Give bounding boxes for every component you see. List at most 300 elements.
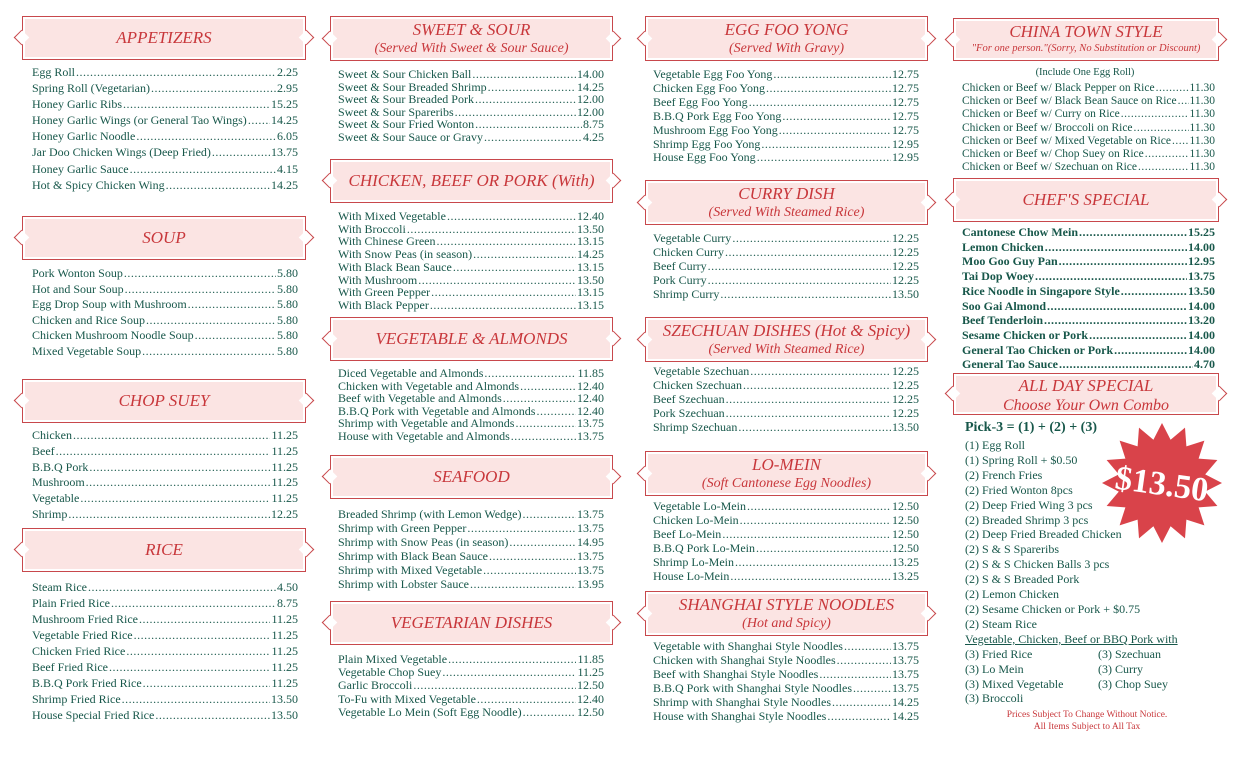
item-name: Chicken or Beef w/ Mixed Vegetable on Rice xyxy=(962,134,1171,147)
item-name: With Broccoli xyxy=(338,221,406,236)
dot-leader xyxy=(1047,299,1187,314)
item-name: With Mushroom xyxy=(338,272,418,287)
menu-item xyxy=(653,528,919,542)
dot-leader xyxy=(1121,284,1187,299)
menu-item xyxy=(338,68,604,81)
curry-list xyxy=(653,232,919,302)
item-name: Honey Garlic Sauce xyxy=(32,161,129,176)
dot-leader xyxy=(88,579,276,595)
item-name: Shrimp Egg Foo Yong xyxy=(653,136,761,151)
dot-leader xyxy=(130,161,276,177)
item-price: 13.50 xyxy=(577,221,604,236)
item-price: 13.15 xyxy=(577,297,604,312)
menu-item xyxy=(653,288,919,302)
item-price: 14.25 xyxy=(892,694,919,709)
price-badge: $13.50 xyxy=(1112,459,1211,510)
combo-formula: Pick-3 = (1) + (2) + (3) xyxy=(965,420,1098,435)
menu-item xyxy=(338,679,604,692)
dot-leader xyxy=(442,666,576,679)
szechuan-subtitle: (Served With Steamed Rice) xyxy=(708,342,865,357)
item-name: Shrimp with Shanghai Style Noodles xyxy=(653,694,831,709)
dot-leader xyxy=(134,627,271,643)
item-price: 11.25 xyxy=(271,628,298,642)
combo-option: (2) Breaded Shrimp 3 pcs xyxy=(965,512,1089,527)
item-price: 14.95 xyxy=(577,534,604,549)
item-name: Sweet & Sour Fried Wonton xyxy=(338,117,475,132)
item-price: 14.00 xyxy=(1188,327,1215,342)
item-price: 13.50 xyxy=(271,692,298,706)
dot-leader xyxy=(477,693,576,706)
appetizers-list xyxy=(32,64,298,193)
item-name: Vegetable Fried Rice xyxy=(32,628,133,642)
item-name: Pork Curry xyxy=(653,272,707,287)
menu-item xyxy=(338,536,604,550)
item-name: Vegetable Szechuan xyxy=(653,364,750,378)
item-price: 11.25 xyxy=(577,665,604,680)
combo-option: (3) Fried Rice xyxy=(965,646,1033,661)
item-name: Chicken with Shanghai Style Noodles xyxy=(653,652,836,667)
lo-mein-title: LO-MEIN xyxy=(752,455,821,474)
item-price: 13.75 xyxy=(577,548,604,563)
menu-item xyxy=(32,161,298,177)
rice-banner xyxy=(22,528,306,572)
menu-item xyxy=(338,550,604,564)
combo-option: (3) Mixed Vegetable xyxy=(965,676,1064,691)
item-name: Beef Egg Foo Yong xyxy=(653,94,748,109)
item-name: Plain Mixed Vegetable xyxy=(338,652,448,666)
item-price: 14.25 xyxy=(892,708,919,723)
dot-leader xyxy=(166,177,270,193)
item-name: Rice Noodle in Singapore Style xyxy=(962,283,1120,298)
dot-leader xyxy=(1172,135,1189,148)
item-name: Beef Fried Rice xyxy=(32,660,108,674)
menu-item xyxy=(653,542,919,556)
dot-leader xyxy=(473,248,576,261)
sweet-sour-title: SWEET & SOUR xyxy=(412,20,531,39)
menu-item xyxy=(32,643,298,659)
dot-leader xyxy=(453,261,576,274)
item-price: 12.75 xyxy=(892,108,919,123)
item-name: Sweet & Sour Chicken Ball xyxy=(338,67,472,81)
dot-leader xyxy=(522,508,576,522)
item-price: 11.30 xyxy=(1189,161,1215,174)
menu-item xyxy=(962,82,1215,95)
cbp-title: CHICKEN, BEEF OR PORK (With) xyxy=(348,171,595,190)
dot-leader xyxy=(725,246,891,260)
item-price: 12.50 xyxy=(577,704,604,719)
item-price: 13.75 xyxy=(271,145,298,160)
menu-item xyxy=(653,682,919,696)
dot-leader xyxy=(124,266,276,282)
menu-item xyxy=(32,328,298,344)
item-name: Chicken and Rice Soup xyxy=(32,312,145,327)
dot-leader xyxy=(142,344,276,360)
curry-subtitle: (Served With Steamed Rice) xyxy=(708,205,865,220)
dot-leader xyxy=(448,653,576,666)
item-price: 13.75 xyxy=(892,680,919,695)
item-price: 13.75 xyxy=(1188,269,1215,284)
item-name: House Egg Foo Yong xyxy=(653,150,756,165)
rice-title: RICE xyxy=(145,540,183,559)
item-name: Plain Fried Rice xyxy=(32,596,110,610)
item-name: Honey Garlic Ribs xyxy=(32,97,122,112)
item-price: 13.50 xyxy=(577,272,604,287)
china-town-banner xyxy=(953,18,1219,61)
dot-leader xyxy=(761,138,891,152)
item-name: House Lo-Mein xyxy=(653,568,730,583)
combo-option: (2) French Fries xyxy=(965,467,1043,482)
item-price: 2.95 xyxy=(277,81,298,96)
dot-leader xyxy=(447,210,576,223)
dot-leader xyxy=(1121,108,1189,121)
dot-leader xyxy=(1178,95,1189,108)
item-price: 13.50 xyxy=(1188,283,1215,298)
item-name: Moo Goo Guy Pan xyxy=(962,254,1058,269)
item-name: Chicken or Beef w/ Black Pepper on Rice xyxy=(962,82,1155,94)
menu-item xyxy=(653,668,919,682)
dot-leader xyxy=(779,124,891,138)
dot-leader xyxy=(484,367,576,380)
menu-item xyxy=(32,460,298,476)
item-name: Chicken or Beef w/ Chop Suey on Rice xyxy=(962,148,1144,161)
dot-leader xyxy=(750,364,891,378)
item-price: 14.00 xyxy=(1188,298,1215,313)
menu-item xyxy=(32,428,298,444)
menu-item xyxy=(32,507,298,523)
dot-leader xyxy=(1044,313,1187,328)
item-name: Honey Garlic Wings (or General Tao Wings) xyxy=(32,113,247,128)
menu-item xyxy=(32,144,298,160)
item-name: With Mixed Vegetable xyxy=(338,209,446,223)
item-name: Shrimp with Lobster Sauce xyxy=(338,576,469,591)
dot-leader xyxy=(1079,225,1187,240)
dot-leader xyxy=(111,595,276,611)
chefs-special-banner xyxy=(953,178,1219,222)
menu-item xyxy=(653,138,919,152)
dot-leader xyxy=(89,460,270,476)
item-price: 13.25 xyxy=(892,568,919,583)
item-price: 8.75 xyxy=(277,596,298,610)
menu-item xyxy=(962,313,1215,328)
dot-leader xyxy=(730,570,891,584)
dot-leader xyxy=(430,299,576,312)
dot-leader xyxy=(475,93,576,106)
item-name: Chicken with Vegetable and Almonds xyxy=(338,378,520,393)
dot-leader xyxy=(467,522,576,536)
cbp-banner xyxy=(330,159,613,203)
item-name: Hot & Spicy Chicken Wing xyxy=(32,177,165,192)
menu-item xyxy=(653,151,919,165)
menu-item xyxy=(338,392,604,405)
dot-leader xyxy=(475,118,582,131)
menu-item xyxy=(962,299,1215,314)
item-price: 12.50 xyxy=(892,499,919,513)
dot-leader xyxy=(827,710,891,724)
item-price: 12.25 xyxy=(892,406,919,421)
item-price: 12.40 xyxy=(577,403,604,418)
seafood-banner xyxy=(330,455,613,499)
item-name: Vegetable Lo Mein (Soft Egg Noodle) xyxy=(338,704,522,719)
combo-pair-row xyxy=(965,677,1215,692)
item-price: 12.25 xyxy=(892,272,919,287)
appetizers-banner xyxy=(22,16,306,60)
chefs-special-title: CHEF'S SPECIAL xyxy=(1022,190,1150,209)
item-price: 13.75 xyxy=(577,562,604,577)
menu-item xyxy=(653,364,919,378)
item-price: 5.80 xyxy=(277,343,298,358)
china-town-list xyxy=(962,82,1215,174)
item-price: 12.75 xyxy=(892,94,919,109)
item-name: Beef Szechuan xyxy=(653,392,725,407)
dot-leader xyxy=(212,144,270,160)
combo-option: (2) S & S Breaded Pork xyxy=(965,572,1080,587)
item-name: Breaded Shrimp (with Lemon Wedge) xyxy=(338,507,522,521)
dot-leader xyxy=(735,556,891,570)
dot-leader xyxy=(743,378,891,392)
item-price: 8.75 xyxy=(583,117,604,132)
item-price: 11.30 xyxy=(1189,108,1215,121)
lo-mein-list xyxy=(653,500,919,583)
dot-leader xyxy=(431,286,576,299)
dot-leader xyxy=(470,578,576,592)
item-name: Vegetable Lo-Mein xyxy=(653,499,746,513)
dot-leader xyxy=(515,417,576,430)
veg-almonds-banner xyxy=(330,317,613,361)
item-name: Cantonese Chow Mein xyxy=(962,225,1078,239)
combo-option: (3) Chop Suey xyxy=(1098,676,1168,691)
item-name: Lemon Chicken xyxy=(962,239,1044,254)
combo-pair-row xyxy=(965,662,1215,677)
china-town-subtitle: "For one person."(Sorry, No Substitution or Discount) xyxy=(971,43,1201,54)
combo-option: (2) Steam Rice xyxy=(965,616,1037,631)
shanghai-list xyxy=(653,640,919,723)
dot-leader xyxy=(1138,161,1189,174)
dot-leader xyxy=(747,500,891,514)
item-name: With Black Pepper xyxy=(338,297,429,312)
dot-leader xyxy=(126,643,270,659)
menu-item xyxy=(962,328,1215,343)
dot-leader xyxy=(413,679,576,692)
item-name: With Black Bean Sauce xyxy=(338,259,452,274)
combo-option: (2) S & S Spareribs xyxy=(965,542,1059,557)
lo-mein-banner xyxy=(645,451,928,496)
dot-leader xyxy=(188,297,276,313)
combo-option: (2) Deep Fried Wing 3 pcs xyxy=(965,497,1093,512)
item-name: Chicken or Beef w/ Szechuan on Rice xyxy=(962,161,1137,174)
item-name: B.B.Q Pork Fried Rice xyxy=(32,676,142,690)
menu-item xyxy=(32,313,298,329)
menu-item xyxy=(32,64,298,80)
dot-leader xyxy=(1059,254,1187,269)
item-name: Shrimp with Green Pepper xyxy=(338,520,467,535)
dot-leader xyxy=(738,420,891,434)
item-name: Beef Tenderloin xyxy=(962,313,1044,328)
vegetarian-title: VEGETARIAN DISHES xyxy=(390,613,553,632)
menu-item xyxy=(32,344,298,360)
menu-item xyxy=(338,522,604,536)
combo-option: (3) Curry xyxy=(1098,661,1143,676)
menu-item xyxy=(32,80,298,96)
menu-item xyxy=(653,654,919,668)
item-name: Mushroom Egg Foo Yong xyxy=(653,122,778,137)
item-price: 5.80 xyxy=(277,281,298,296)
item-name: Shrimp with Mixed Vegetable xyxy=(338,562,483,577)
menu-item xyxy=(32,96,298,112)
dot-leader xyxy=(740,514,891,528)
item-price: 11.25 xyxy=(271,676,298,690)
dot-leader xyxy=(195,328,276,344)
menu-item xyxy=(653,696,919,710)
menu-item xyxy=(653,68,919,82)
item-price: 5.80 xyxy=(277,266,298,280)
item-name: Sweet & Sour Sauce or Gravy xyxy=(338,129,483,144)
dot-leader xyxy=(136,128,276,144)
combo-last: (3) Broccoli xyxy=(965,691,1024,706)
item-name: Chicken Curry xyxy=(653,244,724,259)
menu-item xyxy=(962,108,1215,121)
menu-item xyxy=(338,564,604,578)
item-price: 13.50 xyxy=(892,286,919,301)
item-name: General Tao Chicken or Pork xyxy=(962,342,1114,357)
item-price: 11.30 xyxy=(1189,148,1215,161)
dot-leader xyxy=(708,260,891,274)
item-name: Chicken Egg Foo Yong xyxy=(653,80,766,95)
menu-item xyxy=(653,232,919,246)
item-name: Beef with Shanghai Style Noodles xyxy=(653,666,819,681)
dot-leader xyxy=(146,313,276,329)
item-price: 11.25 xyxy=(271,491,298,506)
item-price: 11.25 xyxy=(271,475,298,490)
chefs-special-list xyxy=(962,225,1215,372)
item-price: 13.20 xyxy=(1188,313,1215,328)
item-price: 12.00 xyxy=(577,104,604,119)
dot-leader xyxy=(509,536,576,550)
item-name: Egg Drop Soup with Mushroom xyxy=(32,297,187,311)
item-price: 11.30 xyxy=(1189,95,1215,108)
item-name: Shrimp Szechuan xyxy=(653,420,738,435)
menu-item xyxy=(962,161,1215,174)
menu-item xyxy=(32,282,298,298)
item-name: Shrimp with Snow Peas (in season) xyxy=(338,534,509,549)
item-price: 13.15 xyxy=(577,285,604,300)
item-name: Vegetable Chop Suey xyxy=(338,665,442,680)
item-name: Shrimp with Black Bean Sauce xyxy=(338,548,488,563)
all-day-subtitle: Choose Your Own Combo xyxy=(1002,397,1170,414)
item-price: 4.25 xyxy=(583,129,604,144)
dot-leader xyxy=(1156,82,1189,95)
item-price: 13.95 xyxy=(577,576,604,591)
menu-item xyxy=(653,514,919,528)
dot-leader xyxy=(248,112,270,128)
menu-item xyxy=(32,675,298,691)
egg-foo-yong-title: EGG FOO YONG xyxy=(724,20,849,39)
item-price: 15.25 xyxy=(271,97,298,112)
dot-leader xyxy=(73,428,270,444)
item-name: Sweet & Sour Spareribs xyxy=(338,104,454,119)
dot-leader xyxy=(1059,357,1193,372)
item-name: Chicken Fried Rice xyxy=(32,644,126,658)
menu-item xyxy=(653,420,919,434)
china-town-title: CHINA TOWN STYLE xyxy=(1009,22,1163,41)
dot-leader xyxy=(483,564,576,578)
item-price: 13.75 xyxy=(892,652,919,667)
dot-leader xyxy=(56,444,271,460)
item-price: 4.70 xyxy=(1194,357,1215,372)
combo-underline-line: Vegetable, Chicken, Beef or BBQ Pork with xyxy=(965,631,1178,646)
menu-item xyxy=(962,95,1215,108)
curry-banner xyxy=(645,180,928,225)
veg-almonds-title: VEGETABLE & ALMONDS xyxy=(375,329,568,348)
menu-item xyxy=(32,112,298,128)
dot-leader xyxy=(109,659,270,675)
item-name: Hot and Sour Soup xyxy=(32,281,124,296)
menu-item xyxy=(338,508,604,522)
item-price: 12.25 xyxy=(892,258,919,273)
dot-leader xyxy=(155,707,270,723)
vegetarian-list xyxy=(338,653,604,719)
item-name: Chicken xyxy=(32,428,72,442)
dot-leader xyxy=(837,654,891,668)
item-price: 12.40 xyxy=(577,209,604,223)
item-name: Shrimp Curry xyxy=(653,286,720,301)
item-name: Mushroom xyxy=(32,475,85,490)
dot-leader xyxy=(139,611,270,627)
combo-option: (3) Szechuan xyxy=(1098,646,1161,661)
menu-item xyxy=(653,406,919,420)
egg-foo-yong-list xyxy=(653,68,919,165)
menu-item xyxy=(32,707,298,723)
item-price: 12.75 xyxy=(892,67,919,81)
item-price: 11.25 xyxy=(271,443,298,458)
item-price: 11.30 xyxy=(1189,121,1215,134)
item-price: 5.80 xyxy=(277,328,298,342)
item-price: 13.75 xyxy=(577,428,604,443)
lo-mein-subtitle: (Soft Cantonese Egg Noodles) xyxy=(701,476,872,491)
item-price: 13.25 xyxy=(892,554,919,569)
dot-leader xyxy=(749,96,891,110)
menu-item xyxy=(962,357,1215,372)
dot-leader xyxy=(726,392,891,406)
dot-leader xyxy=(503,392,576,405)
combo-option: (2) S & S Chicken Balls 3 pcs xyxy=(965,557,1110,572)
menu-item xyxy=(32,691,298,707)
item-price: 12.95 xyxy=(892,150,919,165)
menu-item xyxy=(32,579,298,595)
item-price: 12.50 xyxy=(892,540,919,555)
menu-item xyxy=(338,367,604,380)
menu-item xyxy=(653,710,919,724)
item-name: With Chinese Green xyxy=(338,234,436,249)
menu-item xyxy=(338,248,604,261)
menu-item xyxy=(653,392,919,406)
menu-item xyxy=(32,444,298,460)
item-name: Chicken or Beef w/ Black Bean Sauce on Rice xyxy=(962,95,1177,108)
item-price: 11.25 xyxy=(271,660,298,674)
menu-item xyxy=(32,659,298,675)
item-name: Egg Roll xyxy=(32,65,76,79)
dot-leader xyxy=(853,682,891,696)
item-name: Chicken Szechuan xyxy=(653,378,742,393)
item-name: Pork Szechuan xyxy=(653,406,725,421)
dot-leader xyxy=(1145,148,1189,161)
dot-leader xyxy=(720,288,891,302)
menu-item xyxy=(962,122,1215,135)
item-name: With Green Pepper xyxy=(338,285,431,300)
menu-item xyxy=(653,500,919,514)
dot-leader xyxy=(80,491,270,507)
shanghai-subtitle: (Hot and Spicy) xyxy=(742,616,831,631)
dot-leader xyxy=(86,475,271,491)
